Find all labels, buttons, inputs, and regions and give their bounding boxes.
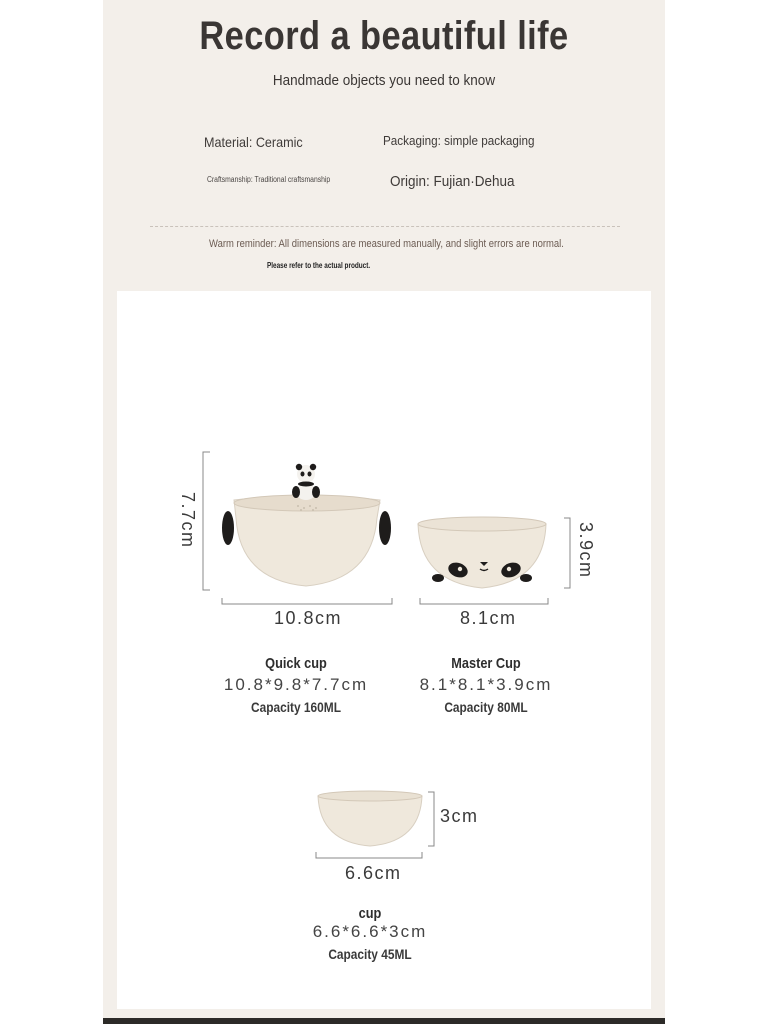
width-bracket	[420, 598, 548, 604]
spec-material: Material: Ceramic	[204, 134, 303, 150]
spec-origin: Origin: Fujian·Dehua	[390, 173, 515, 190]
bottom-strip	[103, 1018, 665, 1024]
reminder-note: Please refer to the actual product.	[267, 261, 371, 270]
left-handle-icon	[222, 511, 234, 545]
quick-cup-height-label: 7.7cm	[178, 492, 198, 549]
spec-craftsmanship: Craftsmanship: Traditional craftsmanship	[207, 175, 331, 184]
master-cup-size: 8.1*8.1*3.9cm	[419, 675, 553, 694]
quick-cup-name: Quick cup	[265, 655, 327, 672]
quick-cup-capacity: Capacity 160ML	[251, 699, 341, 715]
height-bracket	[203, 452, 210, 590]
small-cup-size: 6.6*6.6*3cm	[312, 922, 428, 941]
small-cup-height-label: 3cm	[440, 806, 479, 826]
master-cup-height-label: 3.9cm	[576, 522, 596, 579]
small-cup-width-label: 6.6cm	[345, 863, 402, 883]
dashed-divider	[150, 226, 620, 227]
page-subtitle: Handmade objects you need to know	[272, 72, 496, 89]
small-cup-illustration	[310, 788, 440, 864]
small-cup-name: cup	[358, 905, 382, 922]
master-cup-name: Master Cup	[451, 655, 521, 672]
master-cup-illustration	[414, 512, 594, 612]
height-bracket	[564, 518, 570, 588]
height-bracket	[428, 792, 434, 846]
panda-figure-icon	[292, 464, 320, 500]
right-handle-icon	[379, 511, 391, 545]
spec-packaging: Packaging: simple packaging	[383, 133, 535, 148]
quick-cup-size: 10.8*9.8*7.7cm	[223, 675, 369, 694]
quick-cup-illustration	[200, 448, 400, 608]
master-cup-capacity: Capacity 80ML	[444, 699, 528, 715]
warm-reminder: Warm reminder: All dimensions are measured manually, and slight errors are normal.	[209, 238, 564, 250]
quick-cup-width-label: 10.8cm	[274, 608, 343, 628]
page-title: Record a beautiful life	[199, 14, 569, 58]
width-bracket	[222, 598, 392, 604]
master-cup-width-label: 8.1cm	[460, 608, 517, 628]
small-cup-capacity: Capacity 45ML	[328, 946, 412, 962]
width-bracket	[316, 852, 422, 858]
product-card	[117, 291, 651, 1009]
